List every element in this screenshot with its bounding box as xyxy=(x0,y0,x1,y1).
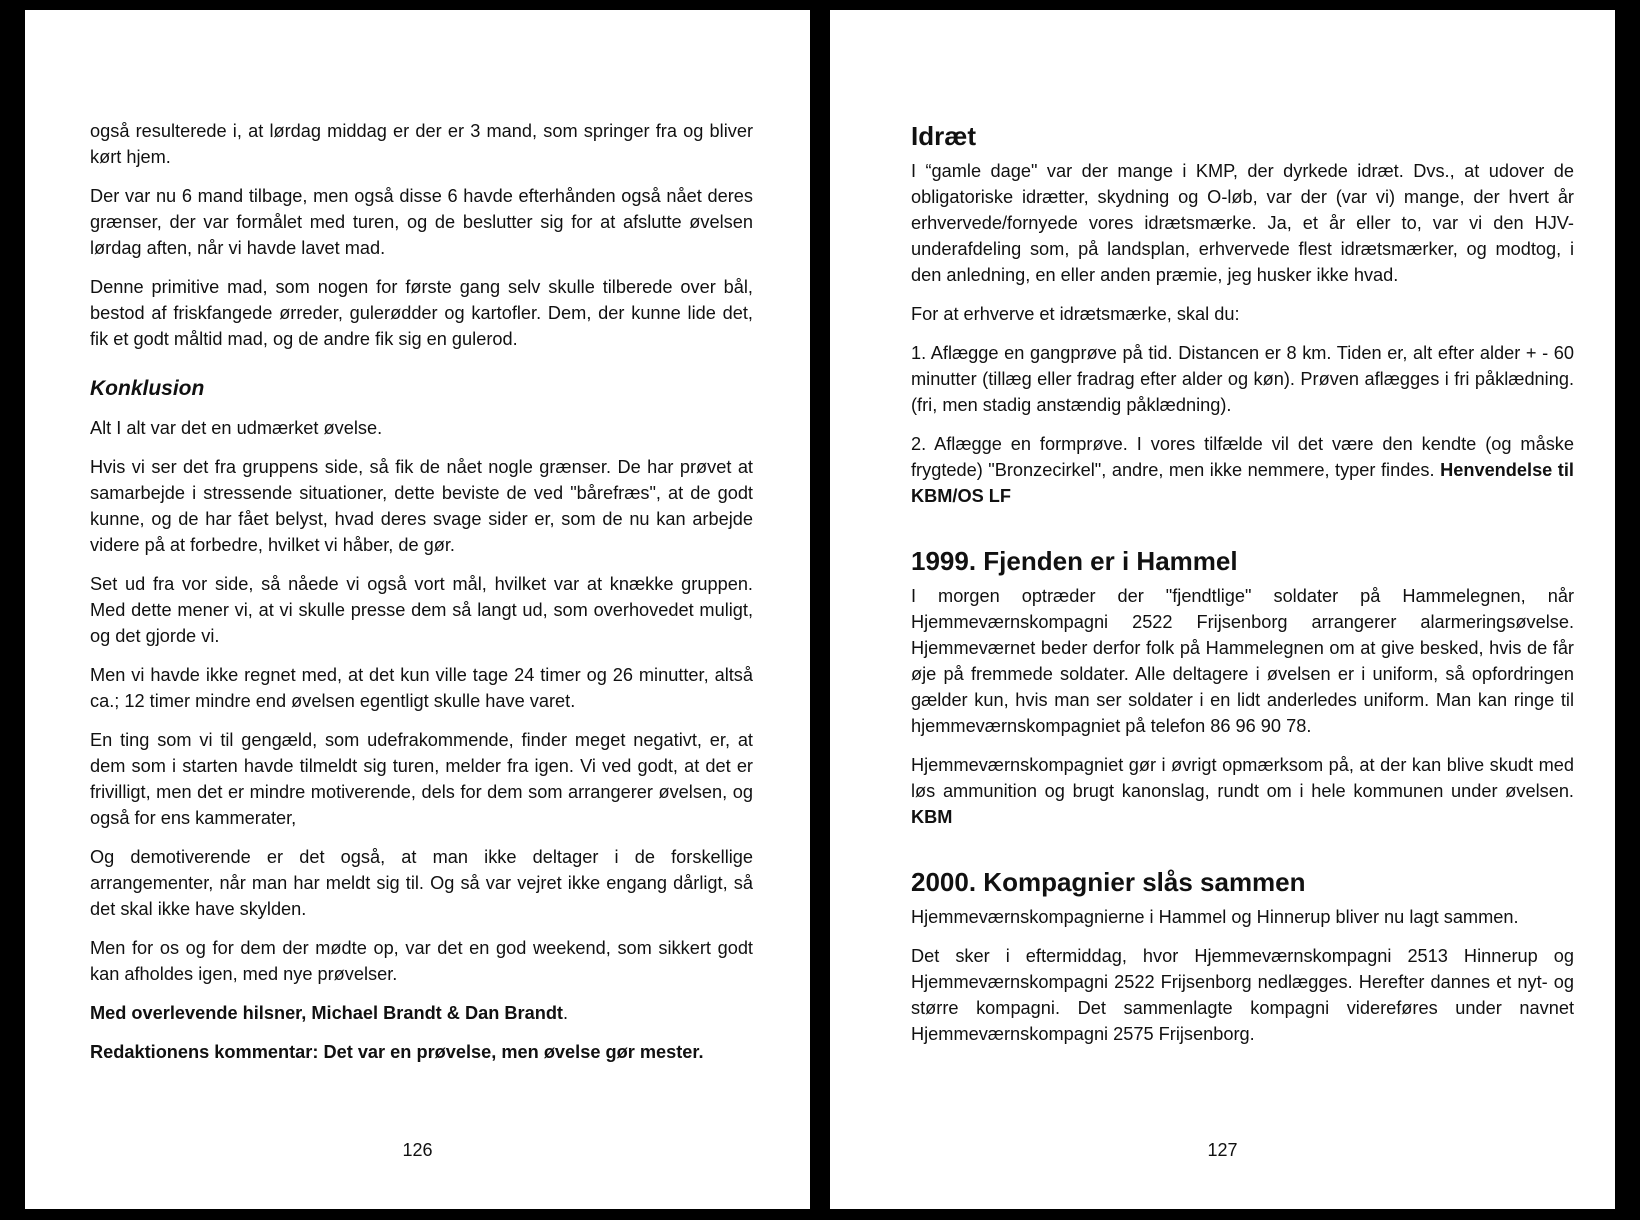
signature-paragraph xyxy=(90,1000,753,1026)
paragraph-text: 2. Aflægge en formprøve. I vores tilfælde vil det være den kendte (og måske frygtede) "Bronzecirkel", andre, men ikke nemmere, typer findes. xyxy=(911,434,1574,480)
paragraph: I “gamle dage" var der mange i KMP, der dyrkede idræt. Dvs., at udover de obligatoriske idrætter, skydning og O-løb, var der (var vi) mange, der hvert år erhvervede/fornyede vores idrætsmærke. Ja, et år eller to, var vi den HJV-underafdeling som, på landsplan, erhvervede flest idrætsmærker, og modtog, i den anledning, en eller anden præmie, jeg husker ikke hvad. xyxy=(911,161,1574,285)
paragraph: Denne primitive mad, som nogen for første gang selv skulle tilberede over bål, bestod af friskfangede ørreder, gulerødder og kartofler. Dem, der kunne lide det, fik et godt måltid mad, og de andre fik sig en gulerod. xyxy=(90,277,753,349)
right-page-content xyxy=(911,118,1574,1060)
paragraph: 1. Aflægge en gangprøve på tid. Distancen er 8 km. Tiden er, alt efter alder + - 60 minutter (tillæg eller fradrag efter alder og køn). Prøven aflægges i fri påklædning. (fri, men stadig anstændig påklædning). xyxy=(911,343,1574,415)
paragraph: Hjemmeværnskompagnierne i Hammel og Hinnerup bliver nu lagt sammen. xyxy=(911,907,1519,927)
conclusion-heading: Konklusion xyxy=(90,377,205,400)
paragraph: Men for os og for dem der mødte op, var det en god weekend, som sikkert godt kan afholdes igen, med nye prøvelser. xyxy=(90,938,753,984)
editor-comment: Redaktionens kommentar: Det var en prøvelse, men øvelse gør mester. xyxy=(90,1042,704,1062)
page-number: 126 xyxy=(402,1140,433,1160)
paragraph: Og demotiverende er det også, at man ikke deltager i de forskellige arrangementer, når man har meldt sig til. Og så var vejret ikke engang dårligt, så det skal ikke have skylden. xyxy=(90,847,753,919)
paragraph: Men vi havde ikke regnet med, at det kun ville tage 24 timer og 26 minutter, altså ca.; 12 timer mindre end øvelsen egentligt skulle have varet. xyxy=(90,665,753,711)
paragraph: Alt I alt var det en udmærket øvelse. xyxy=(90,418,383,438)
paragraph xyxy=(911,752,1574,830)
paragraph: For at erhverve et idrætsmærke, skal du: xyxy=(911,304,1240,324)
signature: Med overlevende hilsner, Michael Brandt & Dan Brandt xyxy=(90,1003,563,1023)
paragraph: I morgen optræder der "fjendtlige" soldater på Hammelegnen, når Hjemmeværnskompagni 2522 Frijsenborg arrangerer alarmeringsøvelse. Hjemmeværnet beder derfor folk på Hammelegnen om at give besked, hvis de får øje på fremmede soldater. Alle deltagere i øvelsen er i uniform, så opfordringen gælder kun, hvis man ser soldater i en lidt anderledes uniform. Man kan ringe til hjemmeværnskompagniet på telefon 86 96 90 78. xyxy=(911,586,1574,736)
left-page xyxy=(25,10,810,1209)
section-heading-idraet: Idræt xyxy=(911,121,976,151)
section-heading-1999: 1999. Fjenden er i Hammel xyxy=(911,546,1238,576)
signature-period: . xyxy=(563,1003,569,1023)
right-page xyxy=(830,10,1615,1209)
page-number: 127 xyxy=(1207,1140,1238,1160)
paragraph: Set ud fra vor side, så nåede vi også vort mål, hvilket var at knække gruppen. Med dette mener vi, at vi skulle presse dem så langt ud, som overhovedet muligt, og det gjorde vi. xyxy=(90,574,753,646)
paragraph: Der var nu 6 mand tilbage, men også disse 6 havde efterhånden også nået deres grænser, der var formålet med turen, og de beslutter sig for at afslutte øvelsen lørdag aften, når vi havde lavet mad. xyxy=(90,186,753,258)
paragraph-text: Hjemmeværnskompagniet gør i øvrigt opmærksom på, at der kan blive skudt med løs ammunition og brugt kanonslag, rundt om i hele kommunen under øvelsen. xyxy=(911,755,1574,801)
paragraph: også resulterede i, at lørdag middag er der er 3 mand, som springer fra og bliver kørt hjem. xyxy=(90,121,753,167)
section-heading-2000: 2000. Kompagnier slås sammen xyxy=(911,867,1306,897)
paragraph: Hvis vi ser det fra gruppens side, så fik de nået nogle grænser. De har prøvet at samarbejde i stressende situationer, dette beviste de ved "bårefræs", at de godt kunne, og de har fået belyst, hvad deres svage sider er, som de nu kan arbejde videre på at forbedre, hvilket vi håber, de gør. xyxy=(90,457,753,555)
paragraph: En ting som vi til gengæld, som udefrakommende, finder meget negativt, er, at dem som i starten havde tilmeldt sig turen, melder fra igen. Vi ved godt, at det er frivilligt, men det er mindre motiverende, dels for dem som arrangerer øvelsen, og også for ens kammerater, xyxy=(90,730,753,828)
left-page-content xyxy=(90,118,753,1078)
bold-note: KBM xyxy=(911,807,953,827)
bold-note: Henvendelse til KBM/OS LF xyxy=(911,460,1574,506)
paragraph xyxy=(911,431,1574,509)
paragraph: Det sker i eftermiddag, hvor Hjemmeværnskompagni 2513 Hinnerup og Hjemmeværnskompagni 2522 Frijsenborg nedlægges. Herefter dannes et nyt- og større kompagni. Det sammenlagte kompagni videreføres under navnet Hjemmeværnskompagni 2575 Frijsenborg. xyxy=(911,946,1574,1044)
